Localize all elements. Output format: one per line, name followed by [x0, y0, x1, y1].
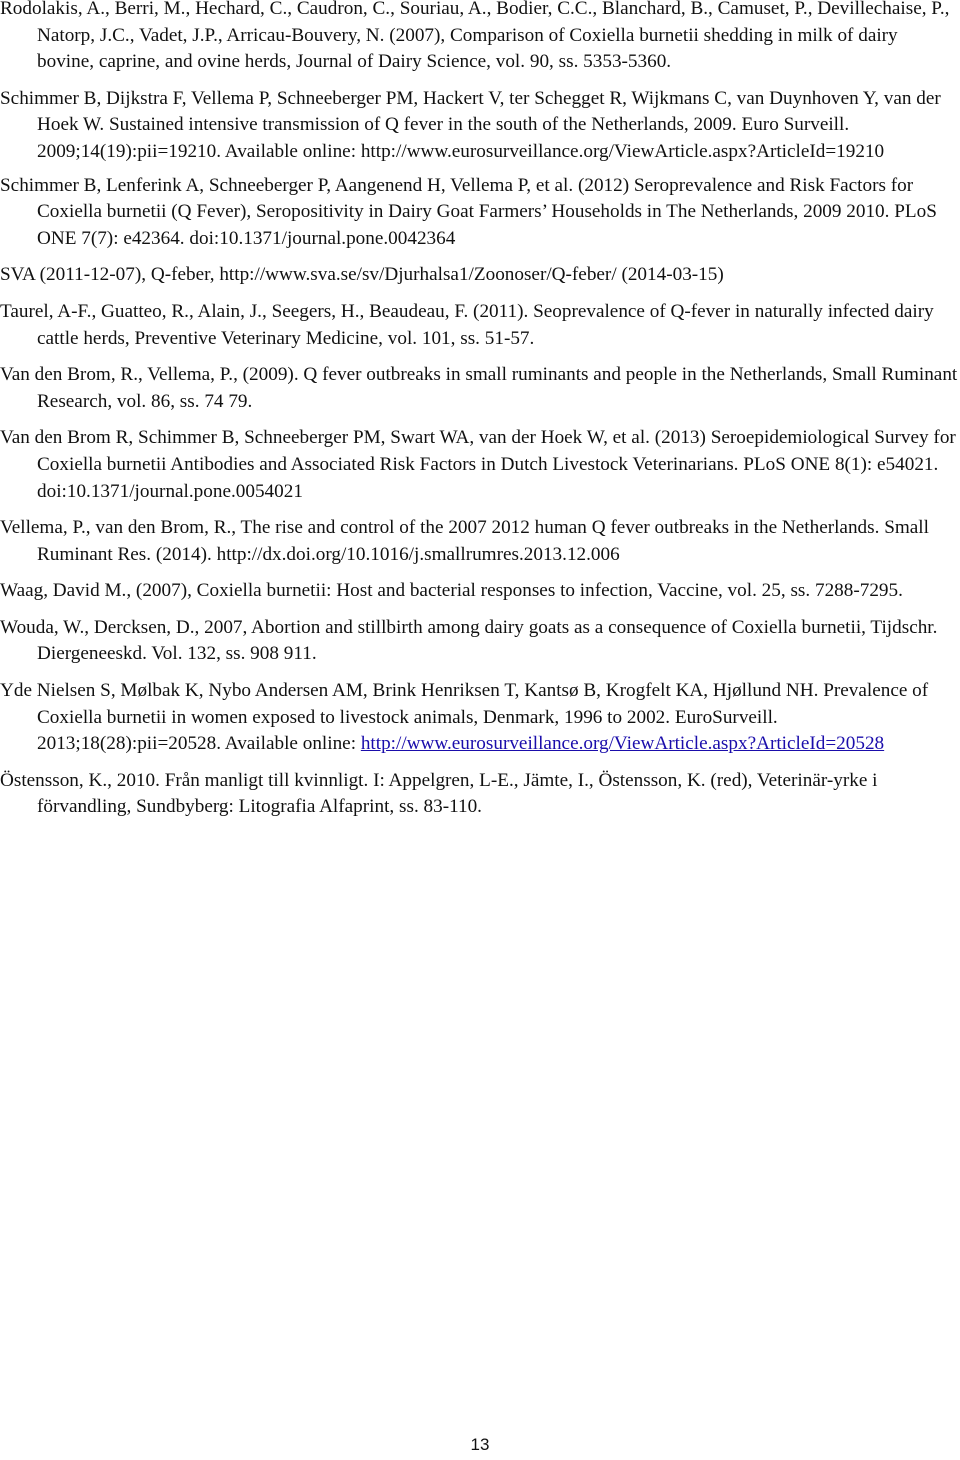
reference-schimmer-2009: [0, 86, 958, 166]
reference-text: SVA (2011-12-07), Q-feber, http://www.sva.se/sv/Djurhalsa1/Zoonoser/Q-feber/ (2014-03-15): [0, 264, 724, 286]
reference-text: Schimmer B, Lenferink A, Schneeberger P, Aangenend H, Vellema P, et al. (2012) Seroprevalence and Risk Factors for Coxiella burnetii (Q Fever), Seropositivity in Dairy Goat Farmers’ Households in The Netherlands, 2009 2010. PLoS ONE 7(7): e42364. doi:10.1371/journal.pone.0042364: [0, 174, 937, 249]
reference-text: Taurel, A-F., Guatteo, R., Alain, J., Seegers, H., Beaudeau, F. (2011). Seoprevalence of Q-fever in naturally infected dairy cattle herds, Preventive Veterinary Medicine, vol. 101, ss. 51-57.: [0, 300, 934, 349]
reference-text: Van den Brom R, Schimmer B, Schneeberger PM, Swart WA, van der Hoek W, et al. (2013) Seroepidemiological Survey for Coxiella burnetii Antibodies and Associated Risk Factors in Dutch Livestock Veterinarians. PLoS ONE 8(1): e54021. doi:10.1371/journal.pone.0054021: [0, 427, 956, 502]
reference-text: Wouda, W., Dercksen, D., 2007, Abortion and stillbirth among dairy goats as a consequence of Coxiella burnetii, Tijdschr. Diergeneeskd. Vol. 132, ss. 908 911.: [0, 616, 938, 665]
reference-text: Van den Brom, R., Vellema, P., (2009). Q fever outbreaks in small ruminants and people in the Netherlands, Small Ruminant Research, vol. 86, ss. 74 79.: [0, 364, 958, 412]
reference-schimmer-2012: [0, 173, 958, 253]
reference-text: Waag, David M., (2007), Coxiella burnetii: Host and bacterial responses to infection, Vaccine, vol. 25, ss. 7288-7295.: [0, 580, 903, 602]
reference-wouda-2007: [0, 615, 958, 668]
page-number: 13: [470, 1435, 490, 1454]
reference-ostensson-2010: [0, 768, 958, 821]
reference-text: Vellema, P., van den Brom, R., The rise and control of the 2007 2012 human Q fever outbreaks in the Netherlands. Small Ruminant Res. (2014). http://dx.doi.org/10.1016/j.smallrumres.2013.12.006: [0, 517, 929, 565]
reference-ydenielsen-2013: [0, 678, 958, 758]
reference-vandenbrom-2013: [0, 425, 958, 505]
reference-text: Schimmer B, Dijkstra F, Vellema P, Schneeberger PM, Hackert V, ter Schegget R, Wijkmans C, van Duynhoven Y, van der Hoek W. Sustained intensive transmission of Q fever in the south of the Netherlands, 2009. Euro Surveill. 2009;14(19):pii=19210. Available online: http://www.eurosurveillance.org/ViewArticle.aspx?ArticleId=19210: [0, 87, 941, 162]
reference-waag-2007: [0, 578, 958, 605]
reference-vellema-2014: [0, 515, 958, 568]
reference-sva-2011: [0, 262, 958, 289]
reference-text: Rodolakis, A., Berri, M., Hechard, C., Caudron, C., Souriau, A., Bodier, C.C., Blanchard, B., Camuset, P., Devillechaise, P., Natorp, J.C., Vadet, J.P., Arricau-Bouvery, N. (2007), Comparison of Coxiella burnetii shedding in milk of dairy bovine, caprine, and ovine herds, Journal of Dairy Science, vol. 90, ss. 5353-5360.: [0, 0, 950, 73]
reference-text: Yde Nielsen S, Mølbak K, Nybo Andersen AM, Brink Henriksen T, Kantsø B, Krogfelt KA, Hjøllund NH. Prevalence of Coxiella burnetii in women exposed to livestock animals, Denmark, 1996 to 2002. EuroSurveill. 2013;18(28):pii=20528. Available online:: [0, 680, 929, 755]
reference-text: Östensson, K., 2010. Från manligt till kvinnligt. I: Appelgren, L-E., Jämte, I., Östensson, K. (red), Veterinär-yrke i förvandling, Sundbyberg: Litografia Alfaprint, ss. 83-110.: [0, 769, 878, 818]
reference-link[interactable]: http://www.eurosurveillance.org/ViewArticle.aspx?ArticleId=20528: [360, 733, 885, 755]
reference-rodolakis-2007: [0, 0, 958, 76]
reference-taurel-2011: [0, 299, 958, 352]
reference-vandenbrom-2009: [0, 362, 958, 415]
